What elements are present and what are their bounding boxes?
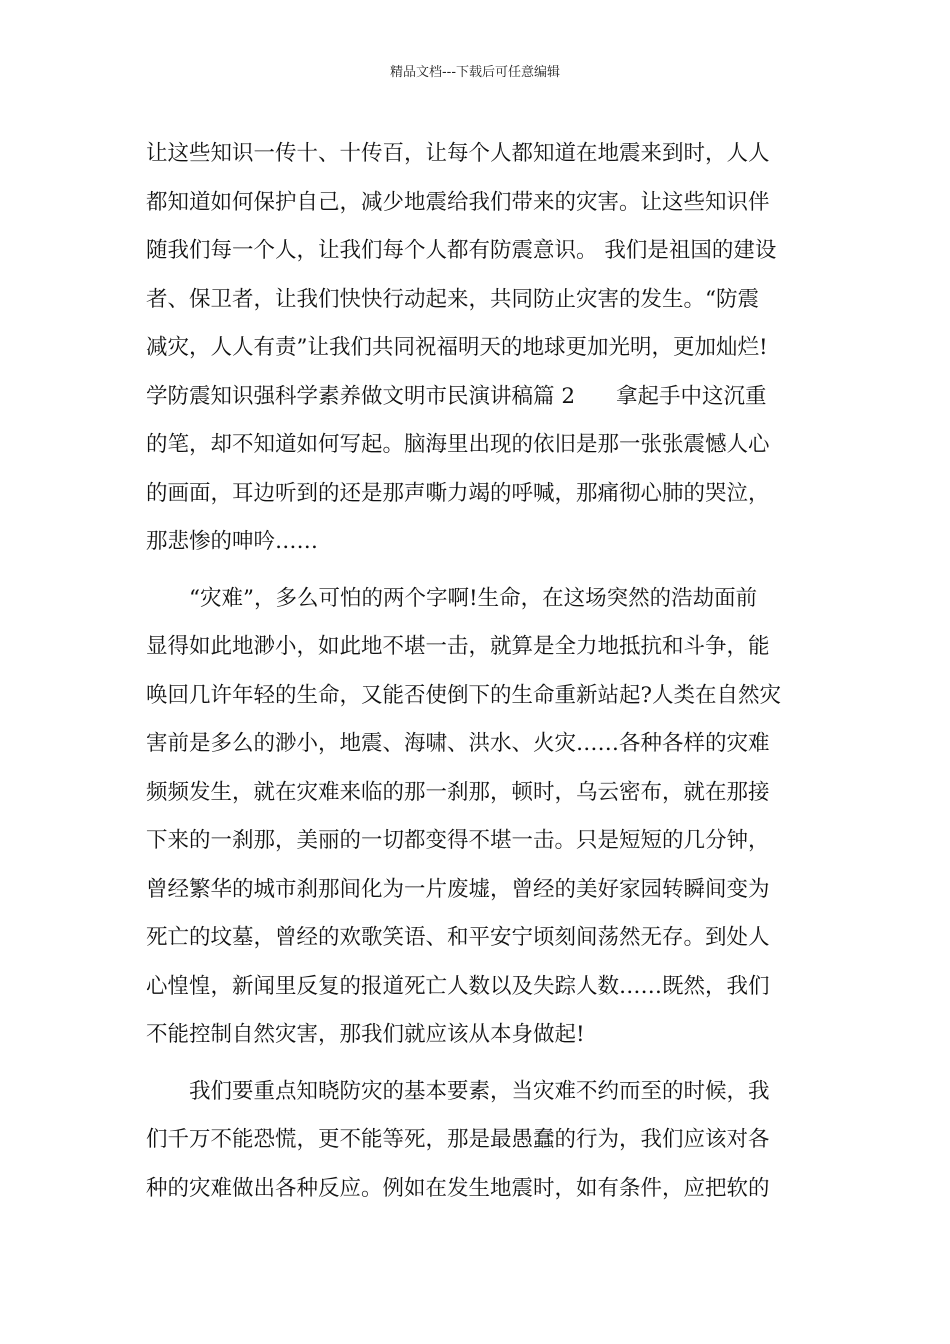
text-line: 的笔，却不知道如何写起。脑海里出现的依旧是那一张张震憾人心 — [146, 432, 770, 457]
text-line: 学防震知识强科学素养做文明市民演讲稿篇 2 拿起手中这沉重 — [146, 383, 767, 409]
text-line: 显得如此地渺小，如此地不堪一击，就算是全力地抵抗和斗争，能 — [146, 634, 770, 659]
text-line: 唤回几许年轻的生命，又能否使倒下的生命重新站起?人类在自然灾 — [146, 682, 782, 708]
text-line: 们千万不能恐慌，更不能等死，那是最愚蠢的行为，我们应该对各 — [146, 1127, 770, 1152]
text-line: 那悲惨的呻吟…… — [146, 529, 319, 554]
text-line: “灾难”，多么可怕的两个字啊!生命，在这场突然的浩劫面前 — [189, 585, 758, 611]
text-line: 让这些知识一传十、十传百，让每个人都知道在地震来到时，人人 — [146, 141, 770, 166]
text-line: 者、保卫者，让我们快快行动起来，共同防止灾害的发生。“防震 — [146, 286, 759, 312]
paragraph-3 — [146, 1068, 806, 1214]
document-body — [146, 130, 806, 1213]
text-line: 心惶惶，新闻里反复的报道死亡人数以及失踪人数……既然，我们 — [146, 973, 770, 999]
text-line: 下来的一刹那，美丽的一切都变得不堪一击。只是短短的几分钟， — [146, 828, 770, 853]
paragraph-gap — [146, 1060, 806, 1068]
text-line: 随我们每一个人，让我们每个人都有防震意识。 我们是祖国的建设 — [146, 238, 777, 263]
paragraph-gap — [146, 567, 806, 575]
text-line: 频频发生，就在灾难来临的那一刹那，顿时，乌云密布，就在那接 — [146, 779, 770, 805]
text-line: 死亡的坟墓，曾经的欢歌笑语、和平安宁顷刻间荡然无存。到处人 — [146, 925, 770, 950]
paragraph-2 — [146, 575, 806, 1060]
text-line: 减灾，人人有责”让我们共同祝福明天的地球更加光明，更加灿烂! — [146, 335, 768, 360]
page-header: 精品文档---下载后可任意编辑 — [389, 65, 561, 80]
text-line: 害前是多么的渺小，地震、海啸、洪水、火灾……各种各样的灾难 — [146, 731, 770, 756]
text-line: 的画面，耳边听到的还是那声嘶力竭的呼喊，那痛彻心肺的哭泣， — [146, 480, 770, 506]
paragraph-1 — [146, 130, 806, 567]
text-line: 曾经繁华的城市刹那间化为一片废墟，曾经的美好家园转瞬间变为 — [146, 876, 770, 902]
text-line: 都知道如何保护自己，减少地震给我们带来的灾害。让这些知识伴 — [146, 189, 770, 215]
text-line: 种的灾难做出各种反应。例如在发生地震时，如有条件，应把软的 — [146, 1175, 770, 1201]
text-line: 不能控制自然灾害，那我们就应该从本身做起! — [146, 1022, 585, 1047]
text-line: 我们要重点知晓防灾的基本要素，当灾难不约而至的时候，我 — [189, 1078, 770, 1104]
